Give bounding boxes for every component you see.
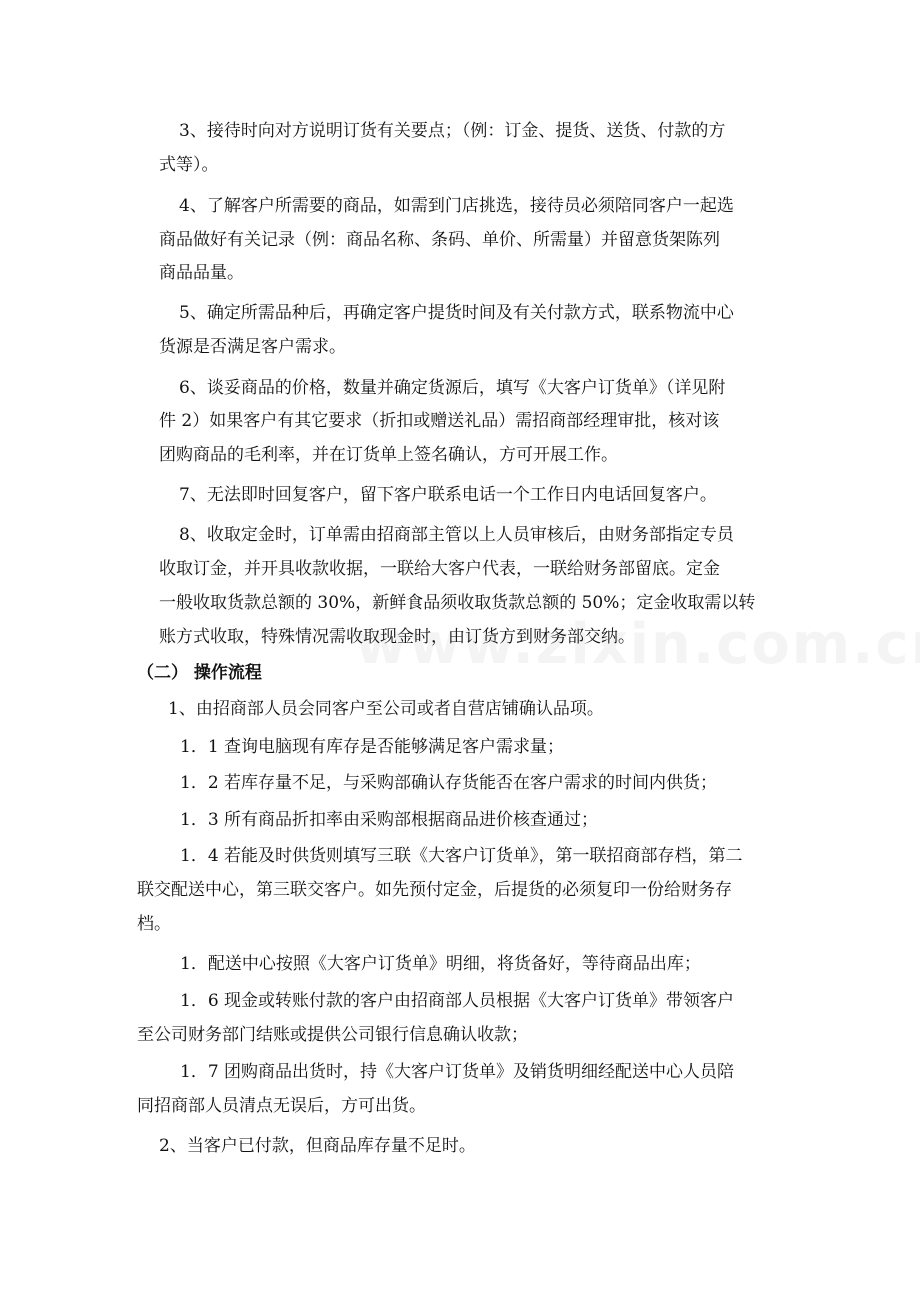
paragraph-line: 件 2）如果客户有其它要求（折扣或赠送礼品）需招商部经理审批，核对该 <box>159 411 720 431</box>
paragraph-line: 一般收取货款总额的 30%，新鲜食品须收取货款总额的 50%；定金收取需以转 <box>159 593 756 613</box>
paragraph-line: 1．3 所有商品折扣率由采购部根据商品进价核查通过； <box>180 810 599 830</box>
paragraph-line: 5、确定所需品种后，再确定客户提货时间及有关付款方式，联系物流中心 <box>179 303 734 323</box>
paragraph-line: 商品品量。 <box>159 263 244 283</box>
paragraph-line: 商品做好有关记录（例：商品名称、条码、单价、所需量）并留意货架陈列 <box>159 230 720 250</box>
paragraph-line: 1．4 若能及时供货则填写三联《大客户订货单》，第一联招商部存档，第二 <box>180 846 743 866</box>
paragraph-line: 档。 <box>137 914 171 934</box>
paragraph-line: 式等）。 <box>159 155 219 175</box>
paragraph-line: 1．2 若库存量不足，与采购部确认存货能否在客户需求的时间内供货； <box>180 773 718 793</box>
paragraph-line: 6、谈妥商品的价格，数量并确定货源后，填写《大客户订货单》（详见附 <box>179 378 726 398</box>
paragraph-line: 8、收取定金时，订单需由招商部主管以上人员审核后，由财务部指定专员 <box>179 525 734 545</box>
paragraph-line: 至公司财务部门结账或提供公司银行信息确认收款； <box>137 1025 528 1045</box>
paragraph-line: 4、了解客户所需要的商品，如需到门店挑选，接待员必须陪同客户一起选 <box>179 196 734 216</box>
paragraph-line: 1、由招商部人员会同客户至公司或者自营店铺确认品项。 <box>168 699 604 719</box>
paragraph-line: 账方式收取，特殊情况需收取现金时，由订货方到财务部交纳。 <box>159 627 635 647</box>
paragraph-line: 1．1 查询电脑现有库存是否能够满足客户需求量； <box>180 737 565 757</box>
paragraph-line: 联交配送中心，第三联交客户。如先预付定金，后提货的必须复印一份给财务存 <box>137 880 732 900</box>
paragraph-line: 团购商品的毛利率，并在订货单上签名确认，方可开展工作。 <box>159 445 618 465</box>
paragraph-line: 收取订金，并开具收款收据，一联给大客户代表，一联给财务部留底。定金 <box>159 559 720 579</box>
paragraph-line: 2、当客户已付款，但商品库存量不足时。 <box>159 1136 476 1156</box>
paragraph-line: 1．配送中心按照《大客户订货单》明细，将货备好，等待商品出库； <box>180 954 701 974</box>
paragraph-line: 同招商部人员清点无误后，方可出货。 <box>137 1096 426 1116</box>
paragraph-line: 1．6 现金或转账付款的客户由招商部人员根据《大客户订货单》带领客户 <box>180 991 735 1011</box>
section-heading: （二） 操作流程 <box>137 663 262 683</box>
paragraph-line: 7、无法即时回复客户，留下客户联系电话一个工作日内电话回复客户。 <box>179 485 717 505</box>
paragraph-line: 货源是否满足客户需求。 <box>159 337 346 357</box>
paragraph-line: 3、接待时向对方说明订货有关要点；（例：订金、提货、送货、付款的方 <box>179 121 726 141</box>
paragraph-line: 1．7 团购商品出货时，持《大客户订货单》及销货明细经配送中心人员陪 <box>180 1062 735 1082</box>
